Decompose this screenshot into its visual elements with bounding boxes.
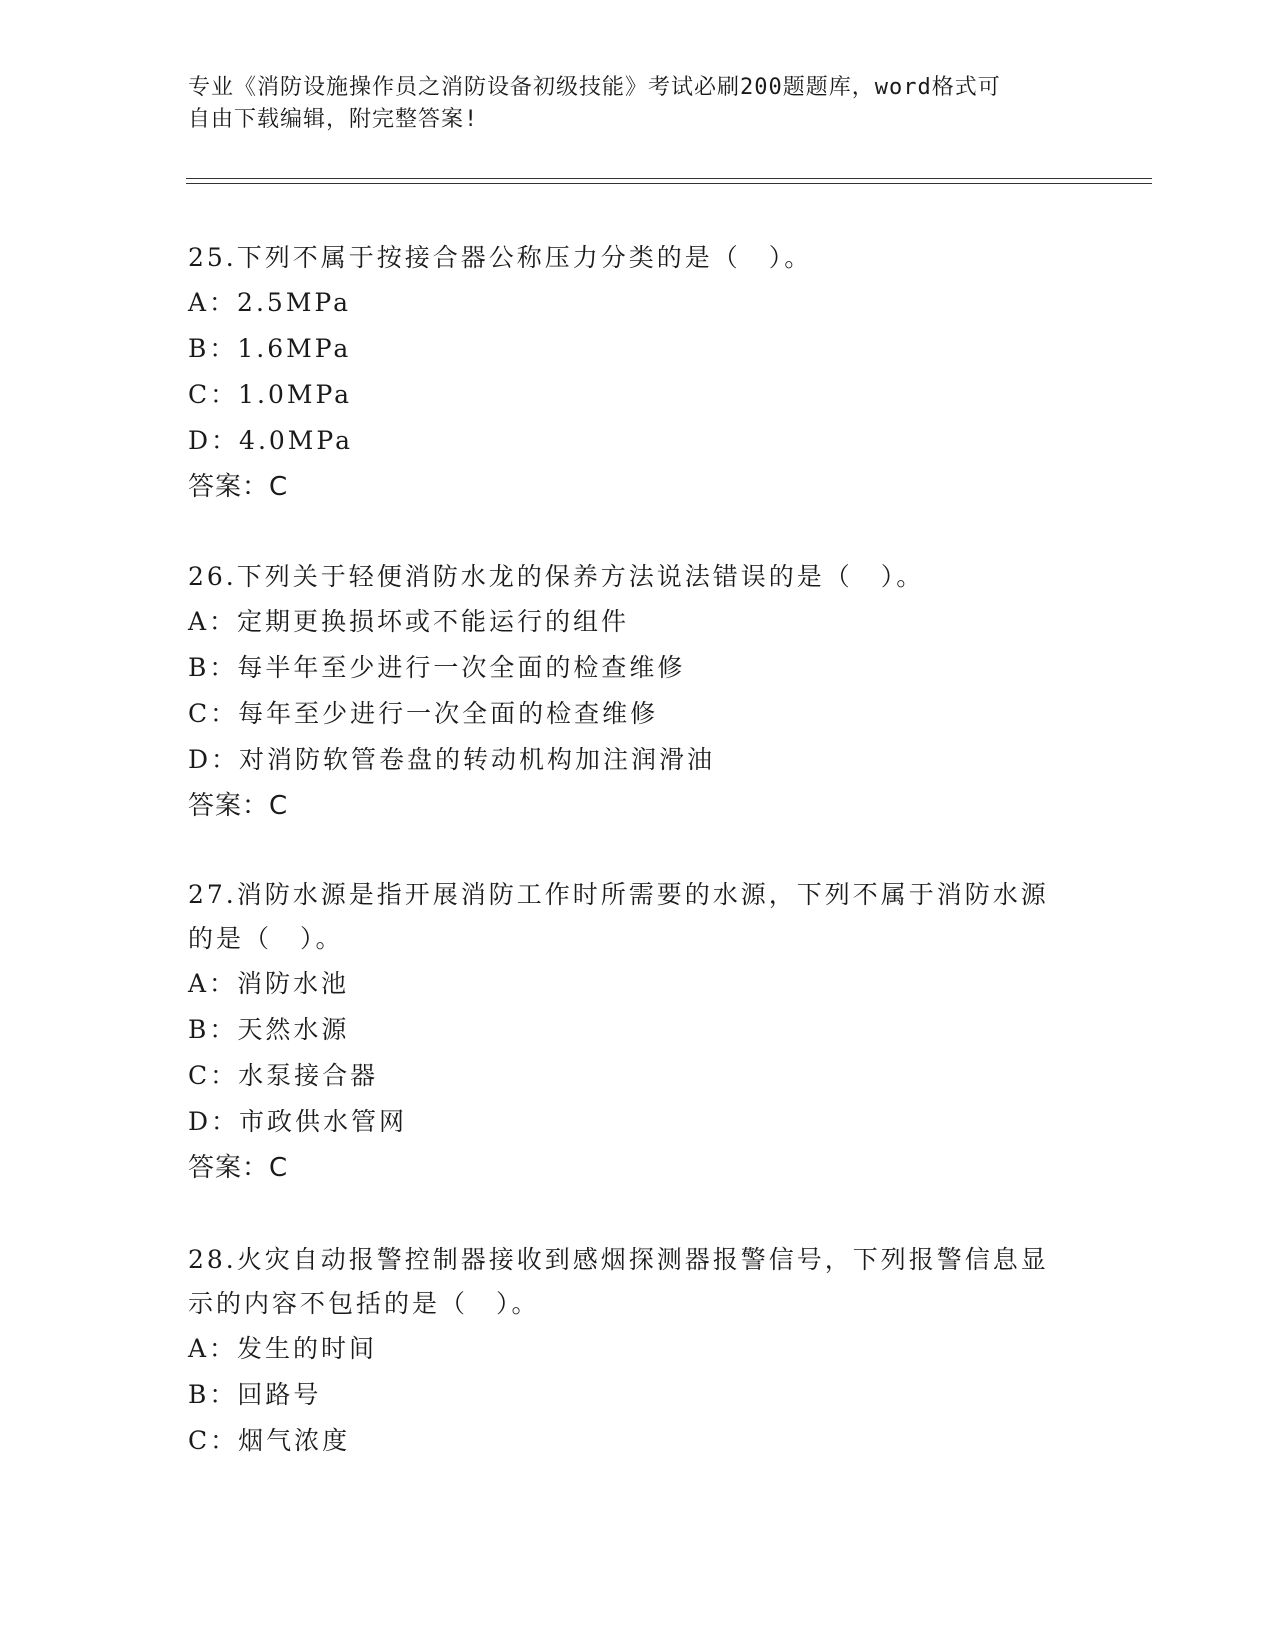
header-line-2: 自由下载编辑，附完整答案! [188, 107, 479, 132]
question-stem-line-2: 示的内容不包括的是（ ）。 [188, 1289, 540, 1318]
question-26 [188, 555, 1088, 829]
option-c: C：1.0MPa [188, 380, 353, 409]
question-stem: 26.下列关于轻便消防水龙的保养方法说法错误的是（ ）。 [188, 562, 925, 591]
option-d: D：市政供水管网 [188, 1107, 408, 1136]
option-c: C：每年至少进行一次全面的检查维修 [188, 699, 659, 728]
document-header [188, 72, 1068, 136]
answer-line: 答案：C [188, 791, 289, 821]
option-c: C：烟气浓度 [188, 1426, 351, 1455]
option-d: D：4.0MPa [188, 426, 354, 455]
option-b: B：1.6MPa [188, 334, 352, 363]
option-a: A：定期更换损坏或不能运行的组件 [188, 607, 630, 636]
question-28 [188, 1238, 1088, 1464]
option-a: A：消防水池 [188, 969, 350, 998]
question-stem-line-1: 27.消防水源是指开展消防工作时所需要的水源，下列不属于消防水源 [188, 880, 1049, 909]
answer-line: 答案：C [188, 1153, 289, 1183]
option-a: A：发生的时间 [188, 1334, 378, 1363]
header-divider-bottom [186, 183, 1152, 184]
header-divider-top [186, 178, 1152, 179]
question-25 [188, 236, 1088, 510]
option-a: A：2.5MPa [188, 288, 352, 317]
question-27 [188, 873, 1088, 1191]
option-b: B：天然水源 [188, 1015, 350, 1044]
answer-line: 答案：C [188, 472, 289, 502]
header-line-1: 专业《消防设施操作员之消防设备初级技能》考试必刷200题题库，word格式可 [188, 75, 1001, 100]
question-stem: 25.下列不属于按接合器公称压力分类的是（ ）。 [188, 243, 813, 272]
option-c: C：水泵接合器 [188, 1061, 379, 1090]
question-stem-line-1: 28.火灾自动报警控制器接收到感烟探测器报警信号，下列报警信息显 [188, 1245, 1049, 1274]
question-stem-line-2: 的是（ ）。 [188, 924, 344, 953]
option-b: B：回路号 [188, 1380, 322, 1409]
option-b: B：每半年至少进行一次全面的检查维修 [188, 653, 686, 682]
option-d: D：对消防软管卷盘的转动机构加注润滑油 [188, 745, 716, 774]
